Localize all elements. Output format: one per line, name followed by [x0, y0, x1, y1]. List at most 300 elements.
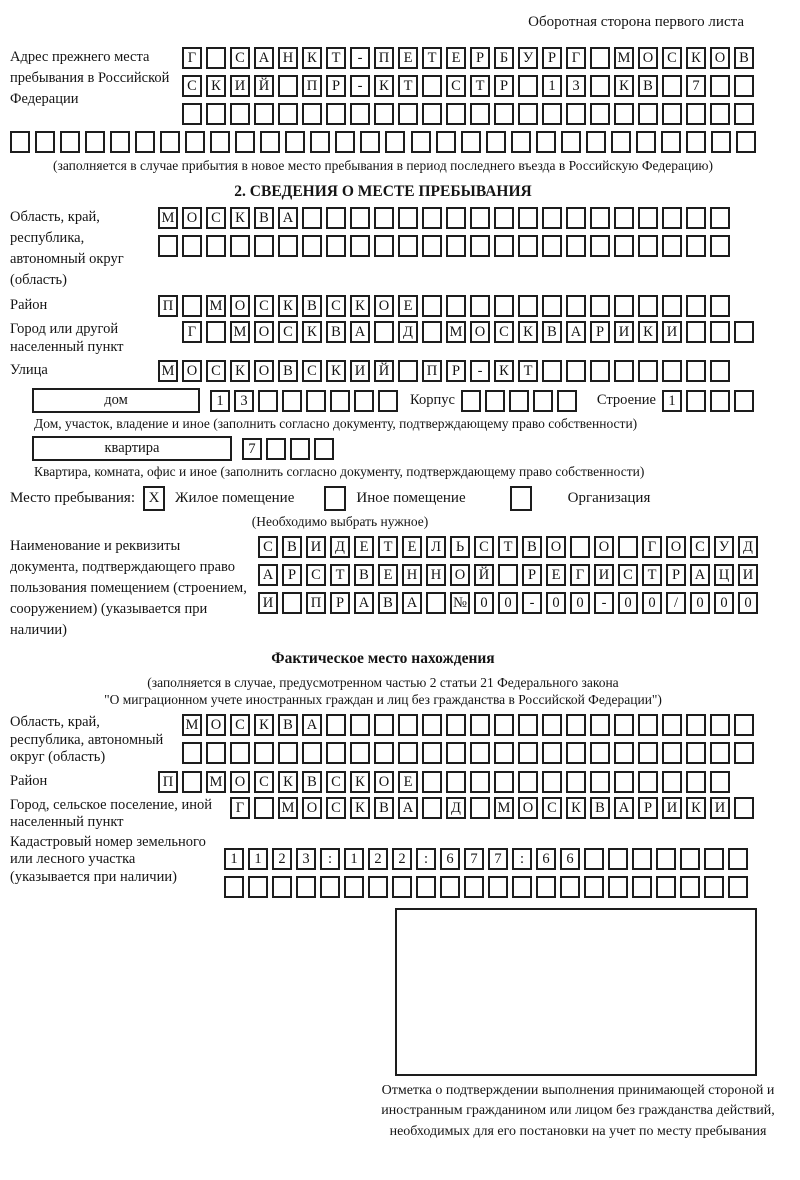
char-box[interactable]	[326, 207, 346, 229]
char-box[interactable]: В	[254, 207, 274, 229]
char-box[interactable]	[590, 235, 610, 257]
char-box[interactable]	[662, 360, 682, 382]
char-box[interactable]: Г	[230, 797, 250, 819]
char-box[interactable]	[566, 742, 586, 764]
char-box[interactable]	[590, 207, 610, 229]
char-box[interactable]: П	[158, 295, 178, 317]
char-box[interactable]	[260, 131, 280, 153]
char-box[interactable]	[542, 360, 562, 382]
char-box[interactable]	[35, 131, 55, 153]
char-box[interactable]: 3	[566, 75, 586, 97]
char-box[interactable]: Д	[738, 536, 758, 558]
char-box[interactable]: -	[470, 360, 490, 382]
char-box[interactable]	[662, 771, 682, 793]
char-box[interactable]: М	[446, 321, 466, 343]
char-box[interactable]	[314, 438, 334, 460]
char-box[interactable]	[422, 797, 442, 819]
char-box[interactable]	[446, 714, 466, 736]
char-box[interactable]	[542, 235, 562, 257]
char-box[interactable]: О	[546, 536, 566, 558]
char-box[interactable]: С	[206, 360, 226, 382]
char-box[interactable]: Й	[254, 75, 274, 97]
char-box[interactable]: М	[278, 797, 298, 819]
char-box[interactable]: К	[686, 47, 706, 69]
char-box[interactable]	[378, 390, 398, 412]
char-box[interactable]: Е	[546, 564, 566, 586]
char-box[interactable]: С	[254, 295, 274, 317]
char-box[interactable]	[536, 131, 556, 153]
char-box[interactable]	[618, 536, 638, 558]
char-box[interactable]: И	[350, 360, 370, 382]
char-box[interactable]: К	[278, 771, 298, 793]
char-box[interactable]: И	[738, 564, 758, 586]
char-box[interactable]	[686, 295, 706, 317]
char-box[interactable]	[422, 321, 442, 343]
char-box[interactable]	[446, 771, 466, 793]
char-box[interactable]	[638, 771, 658, 793]
char-box[interactable]	[60, 131, 80, 153]
char-box[interactable]: К	[302, 321, 322, 343]
char-box[interactable]: Н	[426, 564, 446, 586]
char-box[interactable]: О	[254, 321, 274, 343]
char-box[interactable]: В	[590, 797, 610, 819]
char-box[interactable]: 6	[560, 848, 580, 870]
char-box[interactable]: А	[254, 47, 274, 69]
char-box[interactable]	[686, 390, 706, 412]
char-box[interactable]	[590, 714, 610, 736]
char-box[interactable]: С	[474, 536, 494, 558]
char-box[interactable]: В	[278, 360, 298, 382]
char-box[interactable]	[710, 235, 730, 257]
char-box[interactable]: С	[494, 321, 514, 343]
char-box[interactable]	[566, 295, 586, 317]
char-box[interactable]: 6	[536, 848, 556, 870]
char-box[interactable]	[560, 876, 580, 898]
char-box[interactable]	[542, 207, 562, 229]
char-box[interactable]: Т	[518, 360, 538, 382]
char-box[interactable]: О	[182, 207, 202, 229]
char-box[interactable]: А	[302, 714, 322, 736]
char-box[interactable]: М	[614, 47, 634, 69]
char-box[interactable]	[566, 103, 586, 125]
char-box[interactable]	[206, 103, 226, 125]
char-box[interactable]	[182, 771, 202, 793]
char-box[interactable]: И	[258, 592, 278, 614]
char-box[interactable]	[310, 131, 330, 153]
char-box[interactable]	[422, 714, 442, 736]
char-box[interactable]: К	[638, 321, 658, 343]
char-box[interactable]: О	[254, 360, 274, 382]
char-box[interactable]	[182, 295, 202, 317]
char-box[interactable]	[614, 742, 634, 764]
char-box[interactable]	[350, 103, 370, 125]
char-box[interactable]: Р	[522, 564, 542, 586]
char-box[interactable]	[611, 131, 631, 153]
char-box[interactable]	[350, 714, 370, 736]
char-box[interactable]	[494, 295, 514, 317]
char-box[interactable]	[662, 714, 682, 736]
char-box[interactable]	[446, 742, 466, 764]
char-box[interactable]	[470, 295, 490, 317]
char-box[interactable]: К	[230, 207, 250, 229]
char-box[interactable]: П	[374, 47, 394, 69]
char-box[interactable]	[494, 235, 514, 257]
char-box[interactable]	[590, 75, 610, 97]
char-box[interactable]: Д	[330, 536, 350, 558]
char-box[interactable]: С	[326, 771, 346, 793]
char-box[interactable]	[374, 207, 394, 229]
char-box[interactable]	[734, 75, 754, 97]
char-box[interactable]	[422, 235, 442, 257]
char-box[interactable]	[272, 876, 292, 898]
char-box[interactable]: О	[206, 714, 226, 736]
char-box[interactable]	[210, 131, 230, 153]
char-box[interactable]: О	[182, 360, 202, 382]
char-box[interactable]	[374, 235, 394, 257]
char-box[interactable]	[374, 742, 394, 764]
char-box[interactable]: И	[230, 75, 250, 97]
char-box[interactable]	[398, 235, 418, 257]
char-box[interactable]: О	[518, 797, 538, 819]
char-box[interactable]	[282, 592, 302, 614]
char-box[interactable]: И	[594, 564, 614, 586]
char-box[interactable]	[686, 235, 706, 257]
char-box[interactable]	[486, 131, 506, 153]
char-box[interactable]	[422, 771, 442, 793]
char-box[interactable]	[302, 207, 322, 229]
char-box[interactable]: В	[734, 47, 754, 69]
char-box[interactable]	[398, 103, 418, 125]
char-box[interactable]	[206, 47, 226, 69]
char-box[interactable]: О	[374, 771, 394, 793]
char-box[interactable]	[354, 390, 374, 412]
char-box[interactable]	[446, 295, 466, 317]
char-box[interactable]: Т	[398, 75, 418, 97]
char-box[interactable]	[590, 295, 610, 317]
char-box[interactable]	[422, 742, 442, 764]
char-box[interactable]	[278, 103, 298, 125]
char-box[interactable]	[734, 742, 754, 764]
char-box[interactable]	[710, 714, 730, 736]
char-box[interactable]: О	[710, 47, 730, 69]
char-box[interactable]: Р	[666, 564, 686, 586]
char-box[interactable]: :	[512, 848, 532, 870]
char-box[interactable]: М	[182, 714, 202, 736]
char-box[interactable]	[590, 47, 610, 69]
char-box[interactable]	[710, 321, 730, 343]
char-box[interactable]	[10, 131, 30, 153]
char-box[interactable]: В	[638, 75, 658, 97]
char-box[interactable]: Р	[326, 75, 346, 97]
char-box[interactable]	[662, 235, 682, 257]
char-box[interactable]	[461, 131, 481, 153]
char-box[interactable]	[230, 742, 250, 764]
char-box[interactable]: М	[206, 295, 226, 317]
char-box[interactable]: Е	[398, 771, 418, 793]
char-box[interactable]: С	[230, 47, 250, 69]
char-box[interactable]: О	[230, 771, 250, 793]
char-box[interactable]: О	[450, 564, 470, 586]
char-box[interactable]: С	[326, 295, 346, 317]
char-box[interactable]	[296, 876, 316, 898]
char-box[interactable]	[614, 235, 634, 257]
char-box[interactable]: М	[206, 771, 226, 793]
char-box[interactable]: 0	[714, 592, 734, 614]
char-box[interactable]: -	[350, 75, 370, 97]
char-box[interactable]	[254, 103, 274, 125]
char-box[interactable]: -	[522, 592, 542, 614]
char-box[interactable]	[335, 131, 355, 153]
stay-type-checkbox-other-premises[interactable]	[324, 486, 346, 511]
char-box[interactable]: -	[350, 47, 370, 69]
char-box[interactable]	[686, 131, 706, 153]
char-box[interactable]	[662, 75, 682, 97]
char-box[interactable]	[710, 75, 730, 97]
char-box[interactable]: А	[398, 797, 418, 819]
char-box[interactable]: Т	[330, 564, 350, 586]
char-box[interactable]	[85, 131, 105, 153]
char-box[interactable]: С	[230, 714, 250, 736]
char-box[interactable]: Р	[542, 47, 562, 69]
char-box[interactable]	[518, 714, 538, 736]
char-box[interactable]	[254, 797, 274, 819]
char-box[interactable]: В	[354, 564, 374, 586]
char-box[interactable]	[470, 207, 490, 229]
char-box[interactable]	[206, 742, 226, 764]
char-box[interactable]	[632, 876, 652, 898]
char-box[interactable]	[686, 207, 706, 229]
char-box[interactable]	[422, 75, 442, 97]
char-box[interactable]: В	[522, 536, 542, 558]
char-box[interactable]	[662, 742, 682, 764]
char-box[interactable]: С	[206, 207, 226, 229]
char-box[interactable]: Р	[470, 47, 490, 69]
char-box[interactable]	[254, 742, 274, 764]
char-box[interactable]: К	[302, 47, 322, 69]
char-box[interactable]: 1	[542, 75, 562, 97]
char-box[interactable]	[470, 235, 490, 257]
char-box[interactable]	[566, 235, 586, 257]
char-box[interactable]: К	[206, 75, 226, 97]
stay-type-checkbox-organization[interactable]	[510, 486, 532, 511]
char-box[interactable]: 0	[642, 592, 662, 614]
char-box[interactable]: :	[416, 848, 436, 870]
char-box[interactable]: Г	[642, 536, 662, 558]
char-box[interactable]	[590, 360, 610, 382]
char-box[interactable]: У	[714, 536, 734, 558]
char-box[interactable]: И	[306, 536, 326, 558]
char-box[interactable]	[385, 131, 405, 153]
char-box[interactable]	[686, 360, 706, 382]
char-box[interactable]: Ц	[714, 564, 734, 586]
char-box[interactable]	[590, 742, 610, 764]
char-box[interactable]	[110, 131, 130, 153]
char-box[interactable]	[686, 714, 706, 736]
char-box[interactable]	[160, 131, 180, 153]
char-box[interactable]: Д	[398, 321, 418, 343]
char-box[interactable]: 2	[392, 848, 412, 870]
char-box[interactable]: В	[378, 592, 398, 614]
char-box[interactable]	[392, 876, 412, 898]
char-box[interactable]: Р	[494, 75, 514, 97]
char-box[interactable]	[734, 103, 754, 125]
char-box[interactable]	[330, 390, 350, 412]
char-box[interactable]: С	[278, 321, 298, 343]
char-box[interactable]: Е	[402, 536, 422, 558]
char-box[interactable]	[584, 848, 604, 870]
char-box[interactable]: 1	[224, 848, 244, 870]
char-box[interactable]	[614, 771, 634, 793]
char-box[interactable]: О	[470, 321, 490, 343]
char-box[interactable]	[426, 592, 446, 614]
char-box[interactable]	[278, 742, 298, 764]
char-box[interactable]	[614, 103, 634, 125]
char-box[interactable]	[590, 771, 610, 793]
char-box[interactable]: К	[614, 75, 634, 97]
char-box[interactable]	[446, 235, 466, 257]
char-box[interactable]: С	[446, 75, 466, 97]
char-box[interactable]	[374, 103, 394, 125]
char-box[interactable]: К	[350, 295, 370, 317]
char-box[interactable]	[326, 235, 346, 257]
char-box[interactable]: Г	[182, 321, 202, 343]
char-box[interactable]	[285, 131, 305, 153]
char-box[interactable]	[235, 131, 255, 153]
char-box[interactable]: В	[302, 771, 322, 793]
char-box[interactable]	[266, 438, 286, 460]
char-box[interactable]	[662, 207, 682, 229]
char-box[interactable]: М	[158, 360, 178, 382]
char-box[interactable]	[661, 131, 681, 153]
char-box[interactable]	[494, 714, 514, 736]
char-box[interactable]: 7	[242, 438, 262, 460]
char-box[interactable]: 0	[498, 592, 518, 614]
char-box[interactable]	[470, 742, 490, 764]
char-box[interactable]	[710, 360, 730, 382]
char-box[interactable]	[686, 321, 706, 343]
char-box[interactable]	[638, 103, 658, 125]
char-box[interactable]	[436, 131, 456, 153]
char-box[interactable]	[416, 876, 436, 898]
char-box[interactable]: А	[402, 592, 422, 614]
char-box[interactable]	[135, 131, 155, 153]
char-box[interactable]: №	[450, 592, 470, 614]
char-box[interactable]	[470, 103, 490, 125]
char-box[interactable]: К	[326, 360, 346, 382]
char-box[interactable]: 7	[686, 75, 706, 97]
char-box[interactable]	[710, 771, 730, 793]
char-box[interactable]: Е	[446, 47, 466, 69]
char-box[interactable]: Т	[378, 536, 398, 558]
char-box[interactable]: С	[618, 564, 638, 586]
char-box[interactable]: Й	[474, 564, 494, 586]
char-box[interactable]: 0	[738, 592, 758, 614]
char-box[interactable]	[728, 848, 748, 870]
char-box[interactable]: К	[374, 75, 394, 97]
char-box[interactable]: Е	[378, 564, 398, 586]
char-box[interactable]: П	[306, 592, 326, 614]
char-box[interactable]	[326, 742, 346, 764]
char-box[interactable]	[206, 321, 226, 343]
char-box[interactable]: А	[354, 592, 374, 614]
char-box[interactable]	[374, 321, 394, 343]
char-box[interactable]	[656, 876, 676, 898]
char-box[interactable]	[710, 207, 730, 229]
char-box[interactable]: 1	[662, 390, 682, 412]
char-box[interactable]	[590, 103, 610, 125]
char-box[interactable]	[614, 360, 634, 382]
char-box[interactable]	[470, 771, 490, 793]
char-box[interactable]	[254, 235, 274, 257]
char-box[interactable]	[326, 103, 346, 125]
char-box[interactable]: Ь	[450, 536, 470, 558]
char-box[interactable]: П	[302, 75, 322, 97]
char-box[interactable]	[368, 876, 388, 898]
char-box[interactable]: 7	[464, 848, 484, 870]
char-box[interactable]	[509, 390, 529, 412]
char-box[interactable]	[464, 876, 484, 898]
char-box[interactable]: М	[230, 321, 250, 343]
char-box[interactable]: С	[254, 771, 274, 793]
char-box[interactable]	[485, 390, 505, 412]
char-box[interactable]: П	[158, 771, 178, 793]
char-box[interactable]	[518, 103, 538, 125]
char-box[interactable]	[230, 235, 250, 257]
char-box[interactable]: Р	[590, 321, 610, 343]
char-box[interactable]: 6	[440, 848, 460, 870]
char-box[interactable]	[182, 103, 202, 125]
char-box[interactable]	[561, 131, 581, 153]
char-box[interactable]	[302, 742, 322, 764]
char-box[interactable]	[518, 742, 538, 764]
char-box[interactable]: В	[282, 536, 302, 558]
char-box[interactable]: Т	[642, 564, 662, 586]
char-box[interactable]: С	[542, 797, 562, 819]
char-box[interactable]	[680, 848, 700, 870]
char-box[interactable]	[206, 235, 226, 257]
char-box[interactable]	[734, 321, 754, 343]
char-box[interactable]	[638, 295, 658, 317]
char-box[interactable]	[566, 360, 586, 382]
char-box[interactable]	[711, 131, 731, 153]
char-box[interactable]	[278, 75, 298, 97]
char-box[interactable]	[422, 295, 442, 317]
char-box[interactable]	[704, 848, 724, 870]
char-box[interactable]	[278, 235, 298, 257]
char-box[interactable]	[461, 390, 481, 412]
char-box[interactable]: К	[566, 797, 586, 819]
char-box[interactable]: 1	[210, 390, 230, 412]
char-box[interactable]	[182, 235, 202, 257]
char-box[interactable]: И	[614, 321, 634, 343]
char-box[interactable]	[182, 742, 202, 764]
char-box[interactable]	[398, 714, 418, 736]
char-box[interactable]	[470, 797, 490, 819]
char-box[interactable]: В	[374, 797, 394, 819]
char-box[interactable]	[614, 207, 634, 229]
char-box[interactable]	[686, 771, 706, 793]
char-box[interactable]	[446, 207, 466, 229]
char-box[interactable]	[398, 360, 418, 382]
char-box[interactable]	[566, 771, 586, 793]
char-box[interactable]	[542, 295, 562, 317]
char-box[interactable]	[662, 295, 682, 317]
char-box[interactable]	[290, 438, 310, 460]
char-box[interactable]: Д	[446, 797, 466, 819]
char-box[interactable]	[422, 207, 442, 229]
char-box[interactable]: И	[662, 321, 682, 343]
stay-type-checkbox-residential[interactable]: X	[143, 486, 165, 511]
